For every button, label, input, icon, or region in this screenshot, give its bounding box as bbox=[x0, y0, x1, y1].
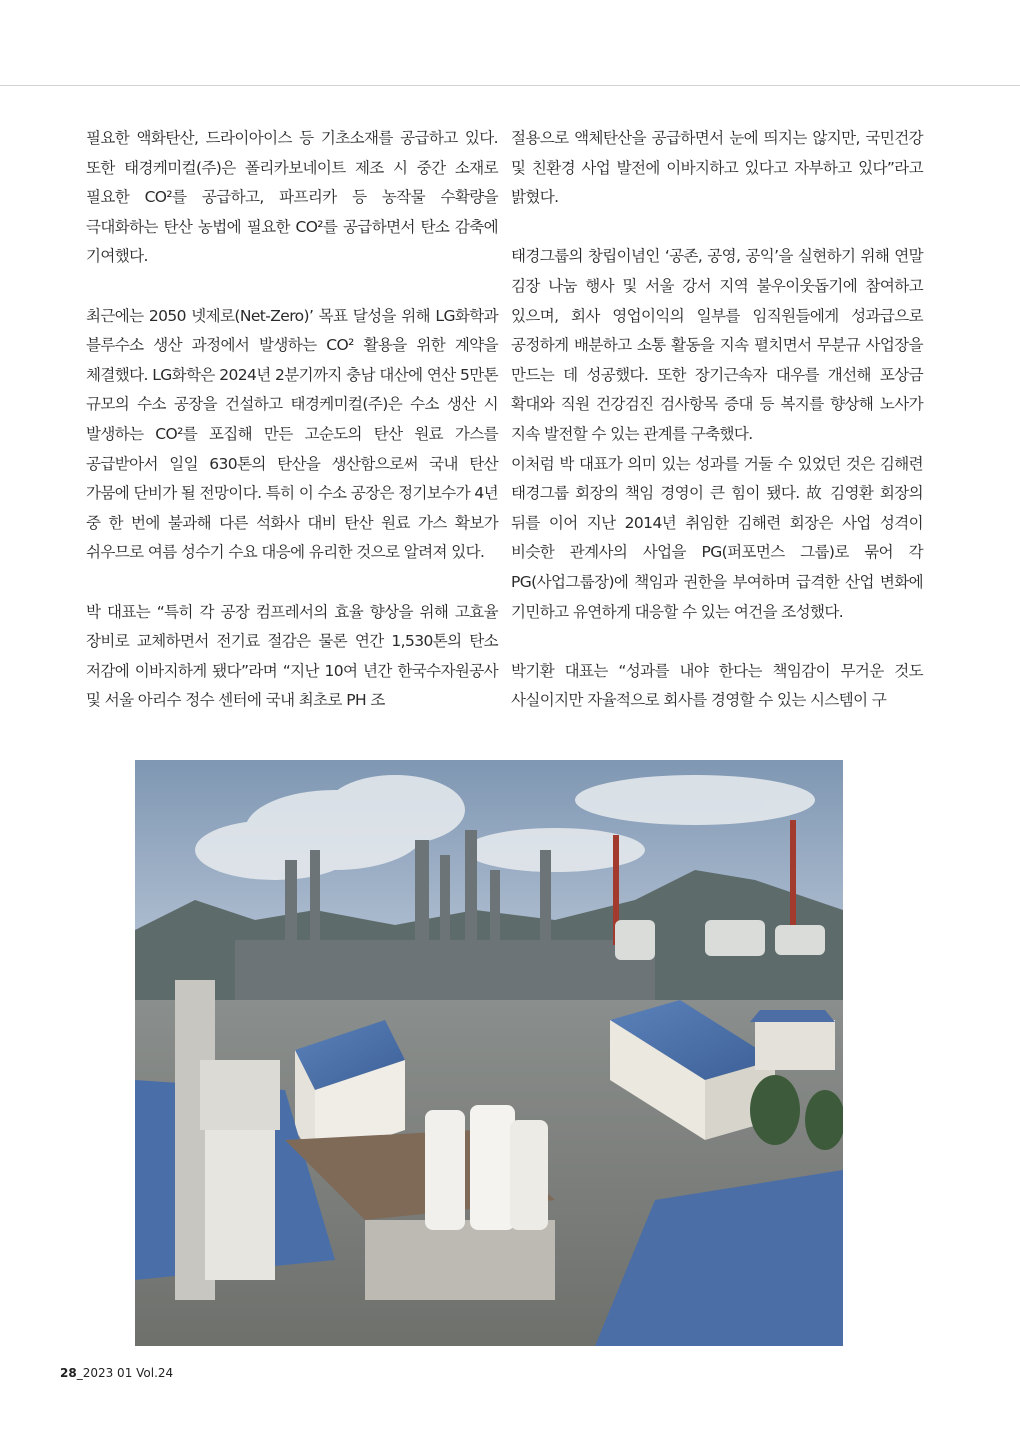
paragraph: 박기환 대표는 “성과를 내야 한다는 책임감이 무거운 것도 사실이지만 자율적으로 회사를 경영할 수 있는 시스템이 구 bbox=[511, 661, 923, 710]
issue-label: _2023 01 Vol.24 bbox=[76, 1366, 174, 1380]
header-rule bbox=[0, 85, 1020, 86]
page-footer bbox=[60, 1366, 173, 1380]
page-number: 28 bbox=[60, 1366, 77, 1380]
right-text-column bbox=[511, 124, 923, 716]
office-building bbox=[755, 1020, 835, 1070]
paragraph: 박 대표는 “특히 각 공장 컴프레서의 효율 향상을 위해 고효율 장비로 교체하면서 전기료 절감은 물론 연간 1,530톤의 탄소 저감에 이바지하게 됐다”라며 “지난 10여 년간 한국수자원공사 및 서울 아리수 정수 센터에 국내 최초로 PH 조 bbox=[86, 602, 498, 710]
storage-tanks bbox=[615, 920, 825, 960]
paragraph: 태경그룹의 창립이념인 ‘공존, 공영, 공익’을 실현하기 위해 연말 김장 나눔 행사 및 서울 강서 지역 불우이웃돕기에 참여하고 있으며, 회사 영업이익의 일부를 임직원들에게 성과급으로 공정하게 배분하고 소통 활동을 지속 펼치면서 무분규 사업장을 만드는 데 성공했다. 또한 장기근속자 대우를 개선해 포상금 확대와 직원 건강검진 검사항목 증대 등 복지를 향상해 노사가 지속 발전할 수 있는 관계를 구축했다. bbox=[511, 247, 923, 443]
factory-photo bbox=[135, 760, 843, 1346]
paragraph: 필요한 액화탄산, 드라이아이스 등 기초소재를 공급하고 있다. 또한 태경케미컬(주)은 폴리카보네이트 제조 시 중간 소재로 필요한 CO²를 공급하고, 파프리카 등 농작물 수확량을 극대화하는 탄산 농법에 필요한 CO²를 공급하면서 탄소 감축에 기여했다. bbox=[86, 129, 498, 266]
left-text-column bbox=[86, 124, 498, 716]
paragraph: 최근에는 2050 넷제로(Net-Zero)’ 목표 달성을 위해 LG화학과 블루수소 생산 과정에서 발생하는 CO² 활용을 위한 계약을 체결했다. LG화학은 2024년 2분기까지 충남 대산에 연산 5만톤 규모의 수소 공장을 건설하고 태경케미컬(주)은 수소 생산 시 발생하는 CO²를 포집해 만든 고순도의 탄산 원료 가스를 공급받아서 일일 630톤의 탄산을 생산함으로써 국내 탄산 가뭄에 단비가 될 전망이다. 특히 이 수소 공장은 정기보수가 4년 중 한 번에 불과해 다른 석화사 대비 탄산 원료 가스 확보가 쉬우므로 여름 성수기 수요 대응에 유리한 것으로 알려져 있다. bbox=[86, 306, 498, 562]
paragraph: 이처럼 박 대표가 의미 있는 성과를 거둘 수 있었던 것은 김해련 태경그룹 회장의 책임 경영이 큰 힘이 됐다. 故 김영환 회장의 뒤를 이어 지난 2014년 취임한 김해련 회장은 사업 성격이 비슷한 관계사의 사업을 PG(퍼포먼스 그룹)로 묶어 각 PG(사업그룹장)에 책임과 권한을 부여하며 급격한 산업 변화에 기민하고 유연하게 대응할 수 있는 여건을 조성했다. bbox=[511, 454, 923, 621]
white-tanks bbox=[425, 1105, 548, 1230]
factory-illustration bbox=[135, 760, 843, 1346]
paragraph: 절용으로 액체탄산을 공급하면서 눈에 띄지는 않지만, 국민건강 및 친환경 사업 발전에 이바지하고 있다고 자부하고 있다”라고 밝혔다. bbox=[511, 129, 923, 207]
